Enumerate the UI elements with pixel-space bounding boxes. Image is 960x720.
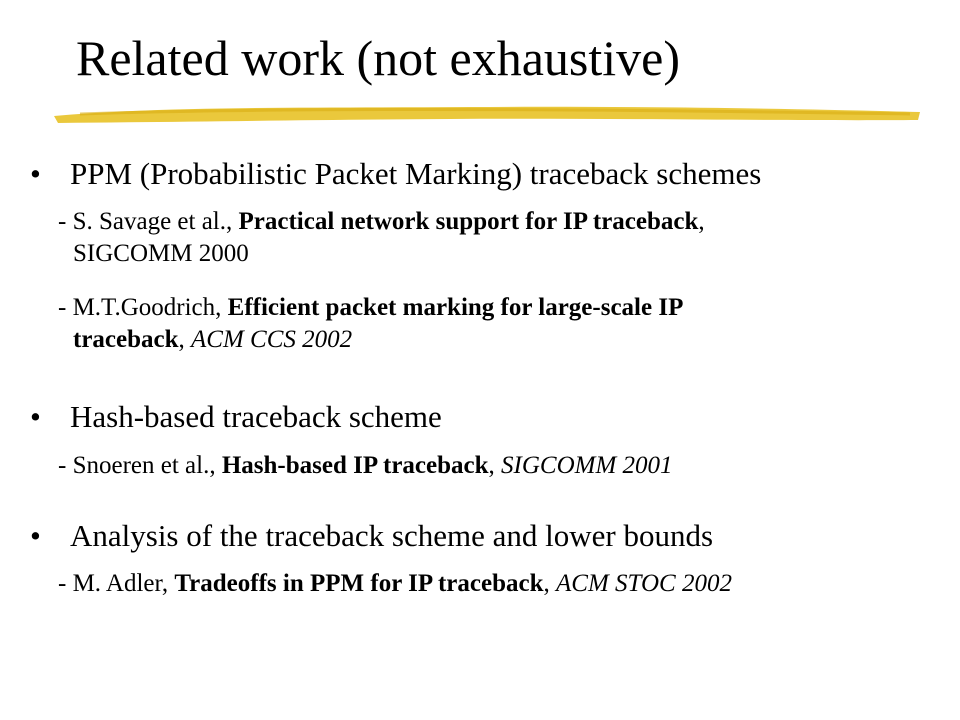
- bullet-dot: •: [30, 518, 41, 553]
- ref-line: [58, 450, 673, 482]
- ref-line: [58, 206, 705, 238]
- bullet-dot: •: [30, 156, 41, 191]
- bullet-text: Analysis of the traceback scheme and lower bounds: [70, 518, 714, 553]
- ref-title-cont: traceback: [73, 326, 179, 353]
- ref-line: [58, 568, 732, 600]
- ref-venue: SIGCOMM 2001: [501, 452, 673, 479]
- ref-line-cont: [58, 324, 683, 356]
- ref-separator: ,: [488, 452, 502, 479]
- ref-title: Hash-based IP traceback: [221, 452, 489, 479]
- ref-author: - M.T.Goodrich,: [58, 294, 228, 321]
- bullet-text: Hash-based traceback scheme: [70, 399, 442, 434]
- bullet-ppm: [30, 155, 761, 193]
- ref-author: - M. Adler,: [58, 570, 175, 597]
- ref-separator: ,: [698, 208, 705, 235]
- ref-snoeren: [58, 450, 673, 482]
- ref-separator: ,: [178, 326, 192, 353]
- ref-venue: ACM CCS 2002: [191, 326, 353, 353]
- ref-separator: ,: [543, 570, 556, 597]
- ref-line: [58, 292, 683, 324]
- bullet-hash: [30, 398, 442, 436]
- ref-title: Practical network support for IP traceback: [238, 208, 699, 235]
- bullet-text: PPM (Probabilistic Packet Marking) traceback schemes: [70, 156, 762, 191]
- ref-author: - S. Savage et al.,: [58, 208, 239, 235]
- ref-line-cont: [58, 238, 705, 270]
- ref-title: Efficient packet marking for large-scale IP: [227, 294, 684, 321]
- bullet-analysis: [30, 517, 713, 555]
- ref-savage: [58, 206, 705, 270]
- ref-title: Tradeoffs in PPM for IP traceback: [174, 570, 544, 597]
- ref-venue: ACM STOC 2002: [556, 570, 732, 597]
- ref-adler: [58, 568, 732, 600]
- ref-goodrich: [58, 292, 683, 356]
- title-highlight-stroke: [50, 96, 924, 130]
- ref-venue: SIGCOMM 2000: [73, 240, 249, 267]
- slide-title: Related work (not exhaustive): [76, 30, 680, 86]
- ref-author: - Snoeren et al.,: [58, 452, 222, 479]
- bullet-dot: •: [30, 399, 41, 434]
